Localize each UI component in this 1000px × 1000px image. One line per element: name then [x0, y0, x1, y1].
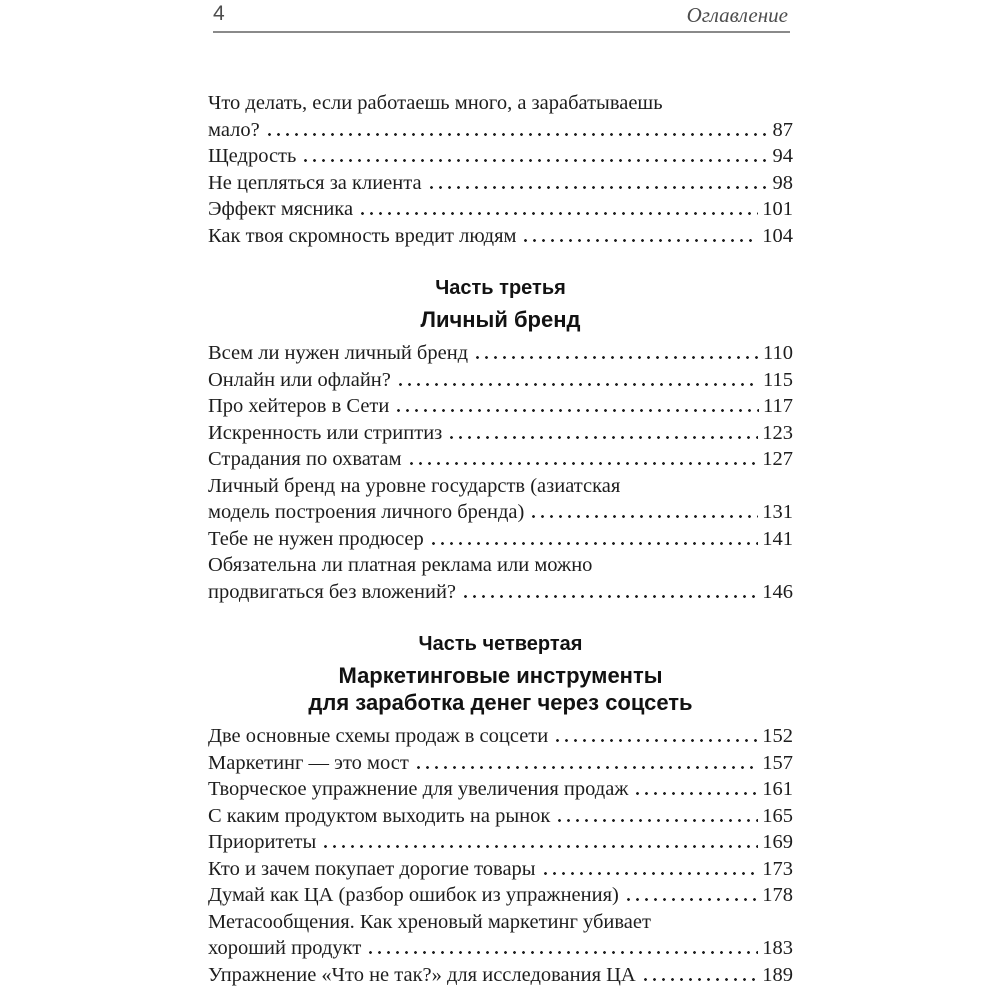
toc-entry [208, 446, 793, 473]
entry-page-number: 98 [772, 171, 793, 194]
entry-page-number: 104 [762, 224, 793, 247]
toc-entry [208, 776, 793, 803]
toc-section [208, 90, 793, 249]
dot-leader [265, 133, 769, 136]
entry-page-number: 157 [762, 751, 793, 774]
entry-page-number: 131 [762, 501, 793, 523]
part-subtitle [208, 306, 793, 333]
toc-entry [208, 90, 793, 143]
entry-title: Онлайн или офлайн? [208, 368, 391, 391]
entry-row [208, 579, 793, 606]
toc [208, 90, 793, 988]
entry-row [208, 367, 793, 394]
entry-title: С каким продуктом выходить на рынок [208, 804, 551, 827]
entry-page-number: 146 [762, 580, 793, 603]
entry-page-number: 189 [762, 963, 793, 986]
part-title: Часть четвертая [418, 633, 583, 655]
dot-leader [429, 542, 758, 545]
dot-leader [427, 186, 769, 189]
toc-entry [208, 196, 793, 223]
entry-title: Тебе не нужен продюсер [208, 527, 424, 550]
dot-leader [321, 845, 758, 848]
entry-row [208, 393, 793, 420]
entry-page-number: 115 [763, 368, 793, 391]
header-rule [213, 31, 790, 33]
entry-title: Две основные схемы продаж в соцсети [208, 725, 549, 747]
entry-row [208, 143, 793, 170]
toc-entry [208, 340, 793, 367]
entry-title: хороший продукт [208, 937, 362, 959]
toc-entry [208, 803, 793, 830]
entry-row [208, 446, 793, 473]
entry-title: модель построения личного бренда) [208, 501, 525, 523]
toc-entry [208, 420, 793, 447]
dot-leader [541, 872, 759, 875]
entry-title: Кто и зачем покупает дорогие товары [208, 857, 536, 880]
entry-row [208, 340, 793, 367]
header-page-number: 4 [213, 2, 225, 25]
entry-row [208, 117, 793, 144]
entry-page-number: 117 [763, 395, 793, 417]
dot-leader [301, 159, 768, 162]
entry-title: Маркетинг — это мост [208, 751, 409, 774]
toc-entry [208, 526, 793, 553]
part-subtitle [208, 662, 793, 716]
entry-title: Про хейтеров в Сети [208, 395, 390, 417]
dot-leader [521, 239, 758, 242]
entry-row [208, 526, 793, 553]
entry-row [208, 723, 793, 750]
toc-entry [208, 170, 793, 197]
toc-entry [208, 143, 793, 170]
entry-page-number: 173 [762, 857, 793, 880]
dot-leader [407, 462, 759, 465]
entry-title: Эффект мясника [208, 198, 354, 220]
toc-entry [208, 882, 793, 909]
entry-title: Думай как ЦА (разбор ошибок из упражнения) [208, 884, 619, 906]
entry-title: Искренность или стриптиз [208, 421, 443, 444]
dot-leader [473, 356, 759, 359]
part-title: Часть третья [435, 277, 566, 299]
entry-title: Не цепляться за клиента [208, 171, 422, 194]
part-subtitle-line: Маркетинговые инструменты [338, 663, 663, 688]
entry-title-line: Личный бренд на уровне государств (азиатская [208, 474, 621, 497]
toc-entry [208, 909, 793, 962]
entry-page-number: 110 [763, 342, 793, 364]
entry-title: Упражнение «Что не так?» для исследования ЦА [208, 963, 636, 986]
entry-row [208, 856, 793, 883]
entry-page-number: 169 [762, 831, 793, 853]
entry-row [208, 935, 793, 962]
dot-leader [396, 383, 759, 386]
entry-row [208, 962, 793, 989]
entry-row [208, 776, 793, 803]
toc-entry [208, 367, 793, 394]
dot-leader [641, 978, 759, 981]
entry-row [208, 420, 793, 447]
entry-row [208, 196, 793, 223]
entry-row [208, 803, 793, 830]
toc-entry [208, 552, 793, 605]
entry-row [208, 170, 793, 197]
entry-page-number: 152 [762, 725, 793, 747]
entry-title: Всем ли нужен личный бренд [208, 342, 469, 364]
dot-leader [447, 436, 758, 439]
entry-row [208, 499, 793, 526]
entry-row [208, 750, 793, 777]
entry-title: Щедрость [208, 145, 297, 167]
toc-entry [208, 962, 793, 989]
part-subtitle-line: для заработка денег через соцсеть [308, 690, 693, 715]
toc-entry [208, 223, 793, 250]
toc-entry [208, 473, 793, 526]
entry-title: продвигаться без вложений? [208, 580, 457, 603]
part-subtitle-line: Личный бренд [420, 307, 581, 332]
toc-section [208, 630, 793, 988]
dot-leader [366, 951, 758, 954]
entry-page-number: 101 [762, 198, 793, 220]
dot-leader [461, 595, 758, 598]
dot-leader [633, 792, 758, 795]
toc-entry [208, 750, 793, 777]
dot-leader [555, 819, 758, 822]
dot-leader [358, 212, 758, 215]
dot-leader [553, 739, 758, 742]
toc-entry [208, 723, 793, 750]
toc-entry [208, 393, 793, 420]
entry-page-number: 94 [772, 145, 793, 167]
entry-title: мало? [208, 118, 260, 141]
entry-title: Страдания по охватам [208, 448, 402, 470]
toc-entry [208, 856, 793, 883]
entry-title-line: Метасообщения. Как хреновый маркетинг убивает [208, 910, 651, 933]
dot-leader [529, 515, 758, 518]
toc-entry [208, 829, 793, 856]
entry-title-line: Что делать, если работаешь много, а зарабатываешь [208, 92, 663, 114]
entry-row [208, 223, 793, 250]
entry-page-number: 161 [762, 778, 793, 800]
dot-leader [624, 898, 758, 901]
entry-page-number: 87 [772, 118, 793, 141]
entry-page-number: 165 [762, 804, 793, 827]
entry-title-line: Обязательна ли платная реклама или можно [208, 554, 593, 576]
dot-leader [414, 766, 758, 769]
entry-page-number: 141 [762, 527, 793, 550]
entry-page-number: 123 [762, 421, 793, 444]
entry-row [208, 829, 793, 856]
entry-title: Как твоя скромность вредит людям [208, 224, 517, 247]
entry-row [208, 882, 793, 909]
running-title: Оглавление [686, 3, 788, 27]
entry-title: Приоритеты [208, 831, 317, 853]
entry-page-number: 127 [762, 448, 793, 470]
toc-section [208, 274, 793, 605]
dot-leader [394, 409, 759, 412]
entry-page-number: 183 [762, 937, 793, 959]
entry-title: Творческое упражнение для увеличения продаж [208, 778, 629, 800]
entry-page-number: 178 [762, 884, 793, 906]
